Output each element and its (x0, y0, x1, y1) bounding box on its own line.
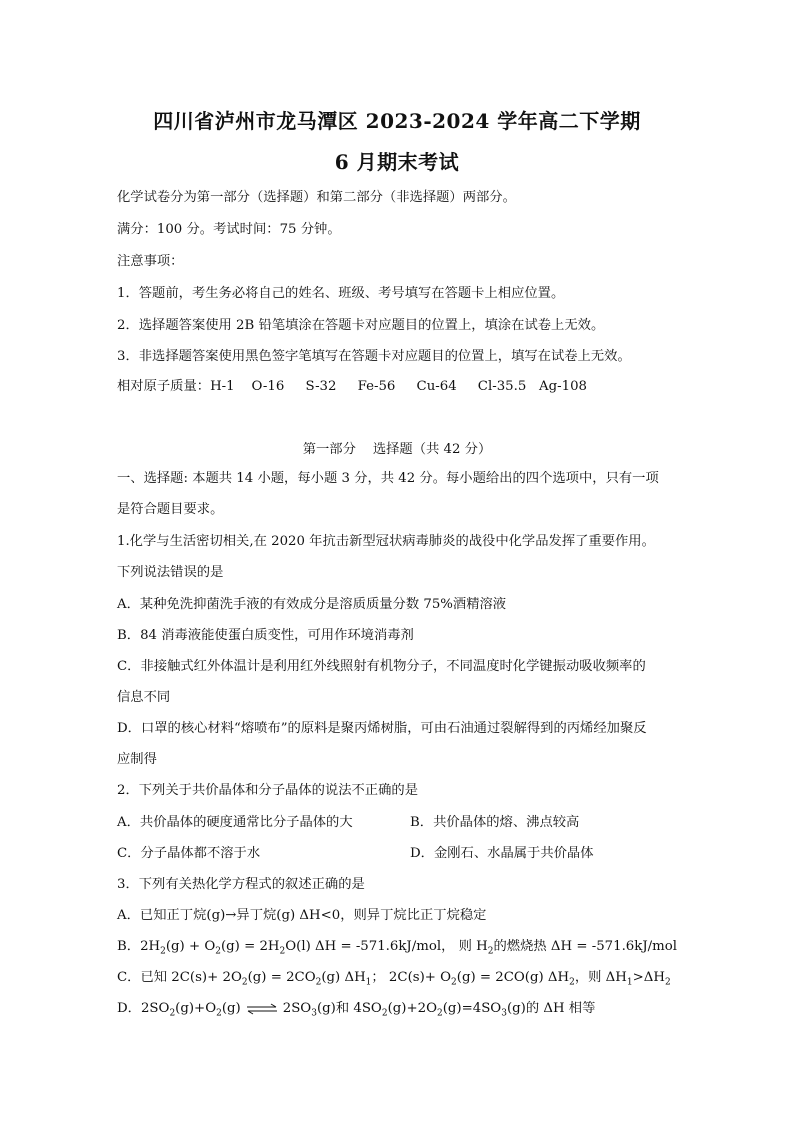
q3-option-c-part: ，则 ΔH (574, 970, 627, 985)
q2-option-c: C．分子晶体都不溶于水 (117, 846, 261, 861)
q1-stem-line1: 1.化学与生活密切相关,在 2020 年抗击新型冠状病毒肺炎的战役中化学品发挥了重要作用。 (117, 534, 655, 549)
q1-option-d-line1: D．口罩的核心材料“熔喷布”的原料是聚丙烯树脂，可由石油通过裂解得到的丙烯经加聚反 (117, 721, 647, 736)
q3-option-b-part: (g) + O (165, 939, 216, 954)
subscript: 2 (279, 946, 286, 957)
intro-structure: 化学试卷分为第一部分（选择题）和第二部分（非选择题）两部分。 (117, 190, 516, 205)
q3-option-b-part: B．2H (117, 939, 161, 954)
subscript: 2 (436, 1008, 443, 1019)
notes-heading: 注意事项： (117, 254, 184, 269)
subscript: 3 (501, 1008, 507, 1019)
atomic-masses: 相对原子质量：H-1 O-16 S-32 Fe-56 Cu-64 Cl-35.5 Ag-108 (117, 379, 588, 394)
q3-option-d-part: (g) (221, 1001, 241, 1016)
subscript: 2 (216, 1008, 222, 1019)
subscript: 2 (215, 946, 221, 957)
q1-option-c-line1: C．非接触式红外体温计是利用红外线照射有机物分子，不同温度时化学键振动吸收频率的 (117, 659, 646, 674)
q3-option-d-part: (g)=4SO (442, 1001, 502, 1016)
q3-option-d-part: (g)的 ΔH 相等 (506, 1001, 596, 1016)
q3-option-d-part: 2SO (282, 1001, 312, 1016)
q2-option-a: A．共价晶体的硬度通常比分子晶体的大 (117, 815, 353, 830)
subscript: 2 (381, 1008, 388, 1019)
q3-option-d-part: (g)+2O (387, 1001, 437, 1016)
q3-option-b (117, 935, 677, 957)
subscript: 2 (487, 946, 494, 957)
subscript: 3 (311, 1008, 317, 1019)
q3-option-d (117, 997, 595, 1019)
subscript: 2 (451, 977, 457, 988)
reversible-arrow-icon (245, 1003, 279, 1015)
q3-option-c-part: (g) = 2CO(g) ΔH (456, 970, 570, 985)
q3-option-a: A．已知正丁烷(g)→异丁烷(g) ΔH<0，则异丁烷比正丁烷稳定 (117, 908, 487, 923)
q1-option-c-line2: 信息不同 (117, 690, 171, 705)
q3-option-b-part: (g) = 2H (220, 939, 280, 954)
subscript: 2 (664, 977, 671, 988)
subscript: 2 (169, 1008, 176, 1019)
q2-stem: 2．下列关于共价晶体和分子晶体的说法不正确的是 (117, 783, 418, 798)
part1-instruction-line2: 是符合题目要求。 (117, 502, 224, 517)
q3-option-b-part: O(l) ΔH = -571.6kJ/mol， 则 H (285, 939, 488, 954)
q3-option-c-part: (g) = 2CO (247, 970, 316, 985)
exam-title-line2: 6 月期末考试 (334, 150, 460, 174)
subscript: 2 (315, 977, 322, 988)
note-3: 3．非选择题答案使用黑色签字笔填写在答题卡对应题目的位置上，填写在试卷上无效。 (117, 349, 631, 364)
subscript: 2 (160, 946, 166, 957)
q2-option-d: D．金刚石、水晶属于共价晶体 (410, 846, 594, 861)
q3-option-c (117, 966, 671, 988)
q3-option-b-part: 的燃烧热 ΔH = -571.6kJ/mol (493, 939, 678, 954)
subscript: 2 (241, 977, 248, 988)
subscript: 1 (365, 977, 372, 988)
note-2: 2．选择题答案使用 2B 铅笔填涂在答题卡对应题目的位置上，填涂在试卷上无效。 (117, 318, 605, 333)
q3-option-d-part: D．2SO (117, 1001, 170, 1016)
subscript: 2 (569, 977, 575, 988)
q1-option-b: B．84 消毒液能使蛋白质变性，可用作环境消毒剂 (117, 628, 414, 643)
q3-stem: 3．下列有关热化学方程式的叙述正确的是 (117, 877, 365, 892)
note-1: 1．答题前，考生务必将自己的姓名、班级、考号填写在答题卡上相应位置。 (117, 286, 565, 301)
intro-score-time: 满分：100 分。考试时间：75 分钟。 (117, 222, 341, 237)
q3-option-c-part: (g) ΔH (321, 970, 366, 985)
q3-option-c-part: C．已知 2C(s)+ 2O (117, 970, 242, 985)
q2-option-b: B．共价晶体的熔、沸点较高 (410, 815, 580, 830)
exam-title-line1: 四川省泸州市龙马潭区 2023-2024 学年高二下学期 (153, 109, 641, 133)
subscript: 1 (626, 977, 633, 988)
part1-heading: 第一部分 选择题（共 42 分） (302, 442, 492, 457)
q1-stem-line2: 下列说法错误的是 (117, 565, 224, 580)
q1-option-a: A．某种免洗抑菌洗手液的有效成分是溶质质量分数 75%酒精溶液 (117, 597, 507, 612)
q3-option-c-part: >ΔH (632, 970, 665, 985)
q1-option-d-line2: 应制得 (117, 752, 157, 767)
q3-option-d-part: (g)+O (175, 1001, 217, 1016)
q3-option-d-part: (g)和 4SO (316, 1001, 382, 1016)
q3-option-c-part: ； 2C(s)+ O (371, 970, 452, 985)
part1-instruction-line1: 一、选择题: 本题共 14 小题，每小题 3 分，共 42 分。每小题给出的四个选项中，只有一项 (117, 471, 659, 486)
